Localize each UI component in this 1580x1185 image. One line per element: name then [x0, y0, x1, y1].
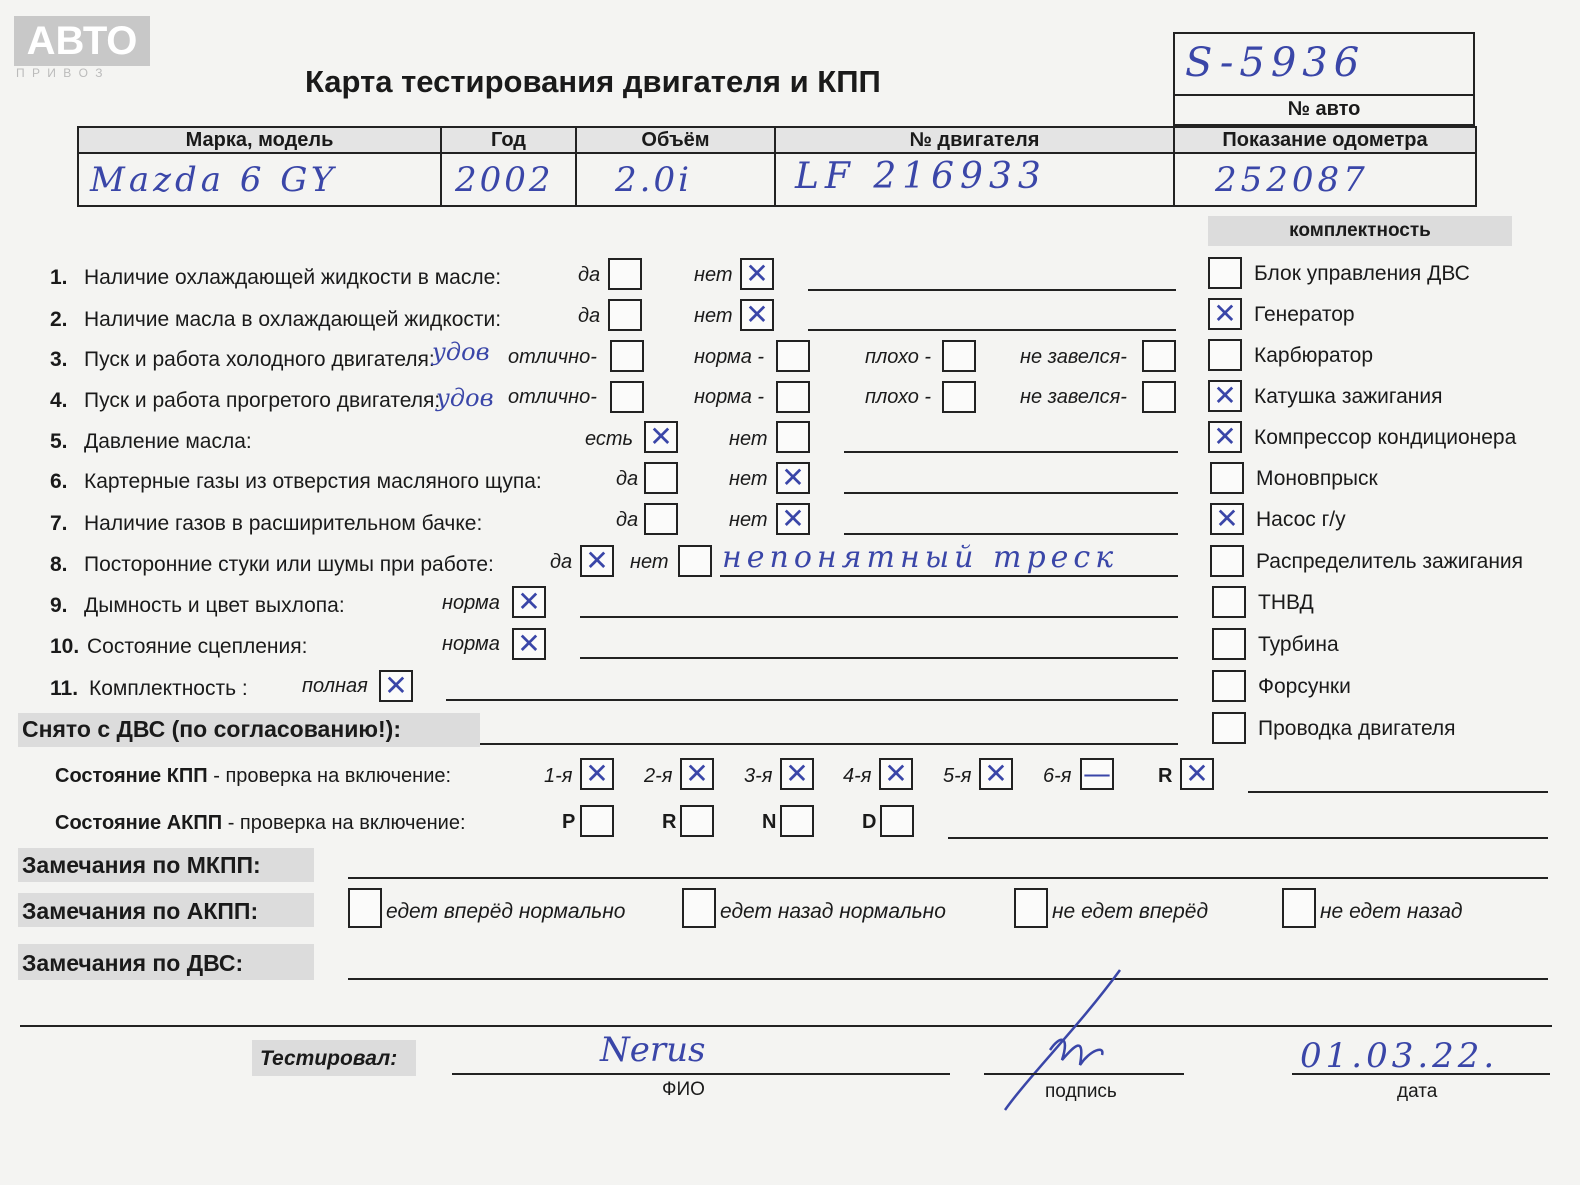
checkbox[interactable]	[644, 503, 678, 535]
date-value: 01.03.22.	[1300, 1036, 1499, 1076]
checkbox[interactable]: ✕	[379, 670, 413, 702]
akpp-gear-label: R	[662, 811, 677, 833]
question-label: 4. Пуск и работа прогретого двигателя:	[50, 389, 441, 412]
gear-label: 3-я	[744, 765, 773, 787]
gear-checkbox[interactable]: ✕	[680, 758, 714, 790]
remarks-mkpp-label: Замечания по МКПП:	[22, 852, 261, 878]
option-label: нет	[694, 305, 733, 327]
option-label: нет	[729, 468, 768, 490]
gear-label: 5-я	[943, 765, 972, 787]
checkbox[interactable]: ✕	[512, 628, 546, 660]
akpp-option-checkbox[interactable]	[1014, 888, 1048, 928]
akpp-label: Состояние АКПП - проверка на включение:	[55, 812, 466, 834]
akpp-option-label: едет назад нормально	[720, 900, 946, 923]
gear-checkbox[interactable]: ✕	[580, 758, 614, 790]
kpp-label: Состояние КПП - проверка на включение:	[55, 765, 452, 787]
checkbox[interactable]	[610, 381, 644, 413]
akpp-gear-label: D	[862, 811, 877, 833]
checkbox[interactable]	[776, 340, 810, 372]
checkbox[interactable]	[776, 421, 810, 453]
checkbox[interactable]	[1142, 340, 1176, 372]
question-label: 2. Наличие масла в охлаждающей жидкости:	[50, 308, 502, 331]
date-label: дата	[1397, 1081, 1438, 1102]
removed-label: Снято с ДВС (по согласованию!):	[22, 716, 401, 742]
checkbox[interactable]: ✕	[740, 299, 774, 331]
question-label: 1. Наличие охлаждающей жидкости в масле:	[50, 266, 502, 289]
option-label: отлично-	[508, 346, 597, 368]
odometer-value: 252087	[1215, 160, 1369, 200]
option-label: полная	[302, 675, 368, 697]
question-label: 10. Состояние сцепления:	[50, 635, 308, 658]
model-value: Mazda 6 GY	[90, 160, 338, 200]
akpp-option-checkbox[interactable]	[682, 888, 716, 928]
checkbox[interactable]: ✕	[512, 586, 546, 618]
checkbox[interactable]	[678, 545, 712, 577]
tested-label: Тестировал:	[260, 1047, 398, 1070]
remarks-akpp-label: Замечания по АКПП:	[22, 898, 259, 924]
akpp-checkbox[interactable]	[780, 805, 814, 837]
checkbox[interactable]: ✕	[776, 462, 810, 494]
option-label: нет	[729, 509, 768, 531]
option-label: да	[578, 305, 601, 327]
sign-label: подпись	[1045, 1081, 1117, 1102]
remarks-dvs-label: Замечания по ДВС:	[22, 950, 244, 976]
volume-value: 2.0i	[615, 160, 692, 200]
checkbox[interactable]	[942, 340, 976, 372]
checkbox[interactable]: ✕	[776, 503, 810, 535]
option-label: не завелся-	[1020, 346, 1127, 368]
fio-label: ФИО	[662, 1079, 705, 1100]
question-label: 3. Пуск и работа холодного двигателя:	[50, 348, 435, 371]
checkbox[interactable]: ✕	[580, 545, 614, 577]
gear-checkbox[interactable]: ✕	[1180, 758, 1214, 790]
auto-number-label: № авто	[1287, 98, 1361, 120]
checkbox[interactable]: ✕	[644, 421, 678, 453]
checkbox[interactable]	[942, 381, 976, 413]
question-label: 9. Дымность и цвет выхлопа:	[50, 594, 345, 617]
option-label: норма -	[694, 346, 765, 368]
akpp-option-label: едет вперёд нормально	[386, 900, 626, 923]
option-label: нет	[694, 264, 733, 286]
checkbox[interactable]	[610, 340, 644, 372]
checkbox[interactable]	[776, 381, 810, 413]
question-label: 8. Посторонние стуки или шумы при работе:	[50, 553, 494, 576]
header-col-model: Марка, модель	[185, 129, 334, 151]
option-label: норма	[442, 592, 500, 614]
option-label: да	[578, 264, 601, 286]
handwritten-note: удов	[432, 338, 490, 366]
gear-checkbox[interactable]: —	[1080, 758, 1114, 790]
handwritten-note: непонятный треск	[722, 540, 1119, 575]
gear-label: 2-я	[644, 765, 673, 787]
checkbox[interactable]	[1142, 381, 1176, 413]
question-label: 11. Комплектность :	[50, 677, 248, 700]
checkbox[interactable]	[644, 462, 678, 494]
option-label: нет	[729, 428, 768, 450]
option-label: плохо -	[865, 386, 932, 408]
option-label: норма -	[694, 386, 765, 408]
option-label: плохо -	[865, 346, 932, 368]
auto-number-value: S-5936	[1185, 40, 1366, 86]
gear-label: 4-я	[843, 765, 872, 787]
option-label: есть	[585, 428, 634, 450]
kit-title: комплектность	[1289, 220, 1431, 241]
header-col-year: Год	[491, 129, 526, 151]
gear-checkbox[interactable]: ✕	[879, 758, 913, 790]
logo-subtitle: П Р И В О З	[16, 66, 105, 80]
akpp-checkbox[interactable]	[580, 805, 614, 837]
checkbox[interactable]	[608, 258, 642, 290]
akpp-gear-label: N	[762, 811, 777, 833]
option-label: да	[616, 509, 639, 531]
akpp-option-label: не едет назад	[1320, 900, 1463, 923]
fio-value: Nerus	[600, 1030, 706, 1070]
question-label: 6. Картерные газы из отверстия масляного щупа:	[50, 470, 542, 493]
checkbox[interactable]	[608, 299, 642, 331]
checkbox[interactable]: ✕	[740, 258, 774, 290]
akpp-checkbox[interactable]	[880, 805, 914, 837]
option-label: да	[550, 551, 573, 573]
gear-label: R	[1158, 765, 1173, 787]
year-value: 2002	[455, 160, 554, 200]
akpp-option-checkbox[interactable]	[348, 888, 382, 928]
question-label: 5. Давление масла:	[50, 430, 252, 453]
akpp-checkbox[interactable]	[680, 805, 714, 837]
option-label: нет	[630, 551, 669, 573]
header-col-odometer: Показание одометра	[1222, 129, 1428, 151]
option-label: норма	[442, 633, 500, 655]
option-label: не завелся-	[1020, 386, 1127, 408]
akpp-option-checkbox[interactable]	[1282, 888, 1316, 928]
gear-label: 6-я	[1043, 765, 1072, 787]
header-col-engine-no: № двигателя	[909, 129, 1040, 151]
gear-checkbox[interactable]: ✕	[780, 758, 814, 790]
gear-checkbox[interactable]: ✕	[979, 758, 1013, 790]
option-label: отлично-	[508, 386, 597, 408]
handwritten-note: удов	[436, 384, 494, 412]
option-label: да	[616, 468, 639, 490]
akpp-option-label: не едет вперёд	[1052, 900, 1209, 923]
question-label: 7. Наличие газов в расширительном бачке:	[50, 512, 483, 535]
engine-no-value: LF 216933	[795, 156, 1047, 197]
page-title: Карта тестирования двигателя и КПП	[305, 64, 881, 99]
header-col-volume: Объём	[641, 129, 710, 151]
akpp-gear-label: P	[562, 811, 576, 833]
gear-label: 1-я	[544, 765, 573, 787]
logo: АВТО	[14, 16, 150, 66]
